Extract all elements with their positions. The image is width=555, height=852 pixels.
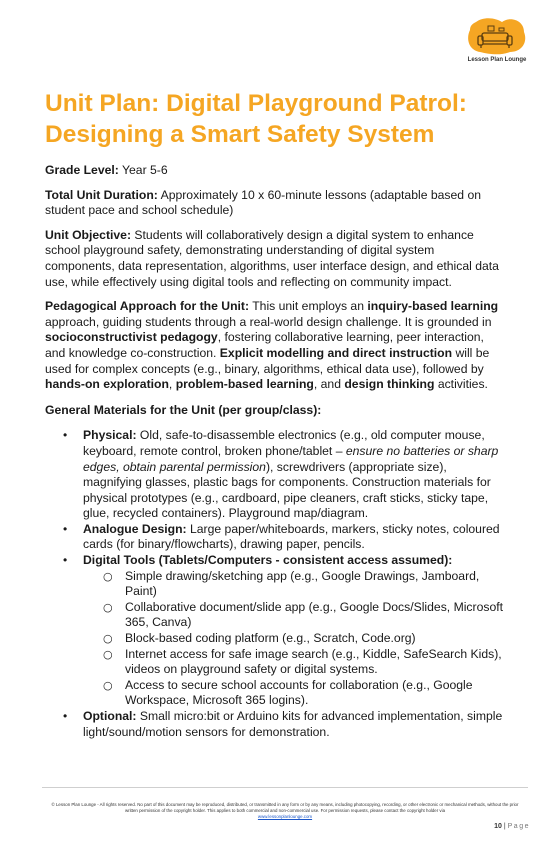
duration-label: Total Unit Duration: [45,187,158,202]
grade-value: Year 5-6 [122,163,168,177]
page-label: Page [507,823,530,830]
bullet-icon: • [63,428,68,443]
grade-level [45,163,505,179]
sub-item-text: Internet access for safe image search (e.g., Kiddle, SafeSearch Kids), videos on playground safety or digital systems. [125,646,502,677]
digital-label: Digital Tools (Tablets/Computers - consistent access assumed): [83,553,453,568]
sub-item-text: Simple drawing/sketching app (e.g., Google Drawings, Jamboard, Paint) [125,568,480,599]
brand-logo [466,16,528,68]
approach-text-5: , [168,377,173,392]
sub-list-item [103,600,505,631]
physical-label: Physical: [83,428,137,443]
list-item-digital [45,553,505,709]
sub-item-text: Collaborative document/slide app (e.g., Google Docs/Slides, Microsoft 365, Canva) [125,599,503,630]
unit-objective [45,228,505,290]
duration-value: Approximately 10 x 60-minute lessons (adaptable based on student pace and school schedule) [45,187,482,218]
list-item-analogue [45,522,505,553]
sub-item-text: Access to secure school accounts for collaboration (e.g., Google Workspace, Microsoft 365 logins). [125,677,473,708]
approach-text-2: approach, guiding students through a real-world design challenge. It is grounded in [45,314,492,329]
unit-duration [45,188,505,219]
page-number-value: 10 [494,823,502,830]
list-item-physical [45,428,505,522]
approach-bold-6: design thinking [344,377,435,392]
circle-bullet-icon: ○ [103,632,113,646]
approach-text-6: , and [313,377,341,392]
page-title: Unit Plan: Digital Playground Patrol: Designing a Smart Safety System [45,90,467,148]
materials-list [45,428,505,740]
bullet-icon: • [63,553,68,568]
approach-text-3: , fostering collaborative learning, peer interaction, and knowledge co-construction. [45,330,484,360]
objective-label: Unit Objective: [45,227,132,242]
grade-label: Grade Level: [45,163,119,177]
approach-label: Pedagogical Approach for the Unit: [45,299,250,314]
sub-list-item [103,569,505,600]
list-item-optional [45,709,505,740]
optional-label: Optional: [83,709,137,723]
approach-text-7: activities. [437,377,488,392]
circle-bullet-icon: ○ [103,647,113,661]
bullet-icon: • [63,709,68,723]
pedagogical-approach [45,299,505,393]
document-body [45,88,505,740]
objective-value: Students will collaboratively design a digital system to enhance school playground safety, demonstrating understanding of digital system components, data representation, algorithms, user interface design, and ethical data use, while effectively using digital tools and reflecting on community impact. [45,227,499,289]
footer-copyright [45,802,525,820]
page-separator: | [501,823,508,830]
logo-text: Lesson Plan Lounge [467,57,527,63]
approach-bold-1: inquiry-based learning [367,299,499,314]
sub-item-text: Block-based coding platform (e.g., Scratch, Code.org) [125,631,416,646]
physical-italic: ensure no batteries or sharp edges, obtain parental permission [83,443,499,474]
digital-tools-sublist [83,569,505,709]
approach-bold-4: hands-on exploration [45,377,169,392]
analogue-text: Large paper/whiteboards, markers, sticky notes, coloured cards (for binary/flowcharts), drawing paper, pencils. [83,521,500,552]
materials-heading [45,403,505,419]
website-link[interactable]: www.lessonplanlounge.com [257,814,313,819]
sub-list-item [103,647,505,678]
circle-bullet-icon: ○ [103,678,113,692]
approach-bold-5: problem-based learning [175,377,314,392]
optional-text: Small micro:bit or Arduino kits for advanced implementation, simple light/sound/motion sensors for demonstration. [83,709,503,739]
sofa-logo-icon [466,16,528,56]
approach-bold-3: Explicit modelling and direct instruction [219,345,453,360]
page-number [470,823,530,830]
analogue-label: Analogue Design: [83,521,187,536]
approach-text-4: will be used for complex concepts (e.g., binary, algorithms, ethical data use), followed by [45,345,490,376]
physical-text-2: ), screwdrivers (appropriate size), magnifying glasses, plastic bags for components. Construction materials for physical prototypes (e.g., cardboard, pipe cleaners, craft sticks, sticky tape, glue, recycled containers). Playground map/diagram. [83,459,491,521]
approach-bold-2: socioconstructivist pedagogy [45,330,218,345]
materials-heading-text: General Materials for the Unit (per group/class): [45,402,322,417]
circle-bullet-icon: ○ [103,600,113,614]
circle-bullet-icon: ○ [103,569,113,583]
footer-divider [42,787,528,788]
physical-text-1: Old, safe-to-disassemble electronics (e.g., old computer mouse, keyboard, remote control, broken phone/tablet – [83,428,485,458]
sub-list-item [103,631,505,647]
bullet-icon: • [63,521,68,536]
approach-text-1: This unit employs an [252,299,364,314]
copyright-text: © Lesson Plan Lounge - All rights reserved. No part of this document may be reproduced, distributed, or transmitted in any form or by any means, including photocopying, recording, or other electronic or mechanical methods, without the prior written permission of the copyright holder. This applies to both commercial and non-commercial use. For permission requests, please contact the copyright holder via [51,802,519,813]
sub-list-item [103,678,505,709]
